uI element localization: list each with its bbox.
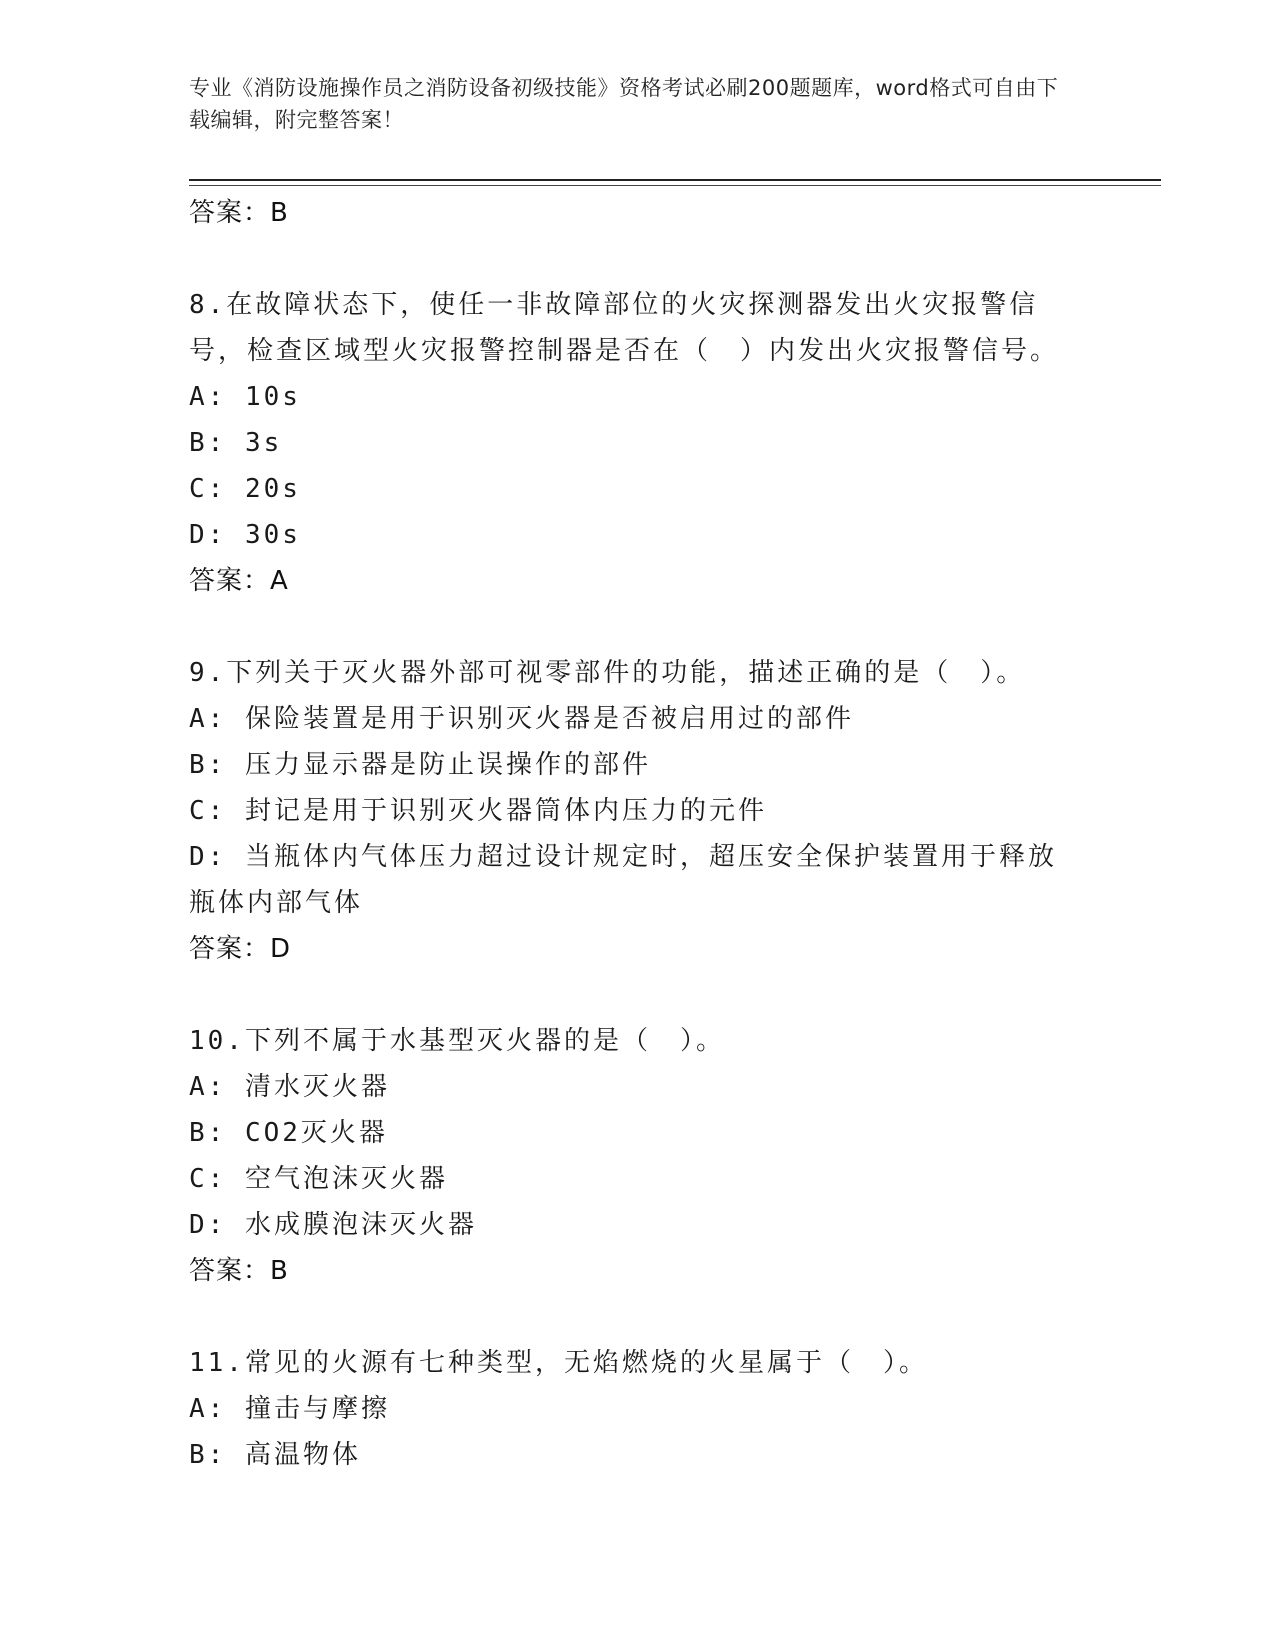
question-stem: 10.下列不属于水基型灭火器的是（ ）。 bbox=[189, 1026, 725, 1056]
question-list bbox=[189, 190, 1089, 1478]
option-c: C: 封记是用于识别灭火器筒体内压力的元件 bbox=[189, 796, 767, 826]
spacer bbox=[189, 604, 1089, 650]
option-d: D: 水成膜泡沫灭火器 bbox=[189, 1210, 477, 1240]
document-header: 专业《消防设施操作员之消防设备初级技能》资格考试必刷200题题库，word格式可自由下载编辑，附完整答案！ bbox=[189, 76, 1059, 132]
option-b: B: 高温物体 bbox=[189, 1440, 361, 1470]
option-b: B: 压力显示器是防止误操作的部件 bbox=[189, 750, 651, 780]
spacer bbox=[189, 236, 1089, 282]
option-a: A: 撞击与摩擦 bbox=[189, 1394, 390, 1424]
answer-line: 答案：A bbox=[189, 566, 289, 596]
answer-line: 答案：B bbox=[189, 1256, 289, 1286]
option-d: D: 当瓶体内气体压力超过设计规定时，超压安全保护装置用于释放瓶体内部气体 bbox=[189, 842, 1057, 918]
question-stem: 8.在故障状态下，使任一非故障部位的火灾探测器发出火灾报警信号，检查区域型火灾报警控制器是否在（ ）内发出火灾报警信号。 bbox=[189, 290, 1060, 366]
option-b: B: 3s bbox=[189, 428, 283, 458]
option-c: C: 空气泡沫灭火器 bbox=[189, 1164, 448, 1194]
option-a: A: 保险装置是用于识别灭火器是否被启用过的部件 bbox=[189, 704, 854, 734]
header-divider-thick bbox=[189, 179, 1161, 181]
option-a: A: 清水灭火器 bbox=[189, 1072, 390, 1102]
question-stem: 11.常见的火源有七种类型，无焰燃烧的火星属于（ ）。 bbox=[189, 1348, 928, 1378]
header-divider-thin bbox=[189, 185, 1161, 186]
option-a: A: 10s bbox=[189, 382, 301, 412]
question-stem: 9.下列关于灭火器外部可视零部件的功能，描述正确的是（ ）。 bbox=[189, 658, 1026, 688]
spacer bbox=[189, 972, 1089, 1018]
option-b: B: CO2灭火器 bbox=[189, 1118, 388, 1148]
answer-line: 答案：B bbox=[189, 198, 289, 228]
answer-line: 答案：D bbox=[189, 934, 292, 964]
spacer bbox=[189, 1294, 1089, 1340]
option-c: C: 20s bbox=[189, 474, 301, 504]
option-d: D: 30s bbox=[189, 520, 301, 550]
